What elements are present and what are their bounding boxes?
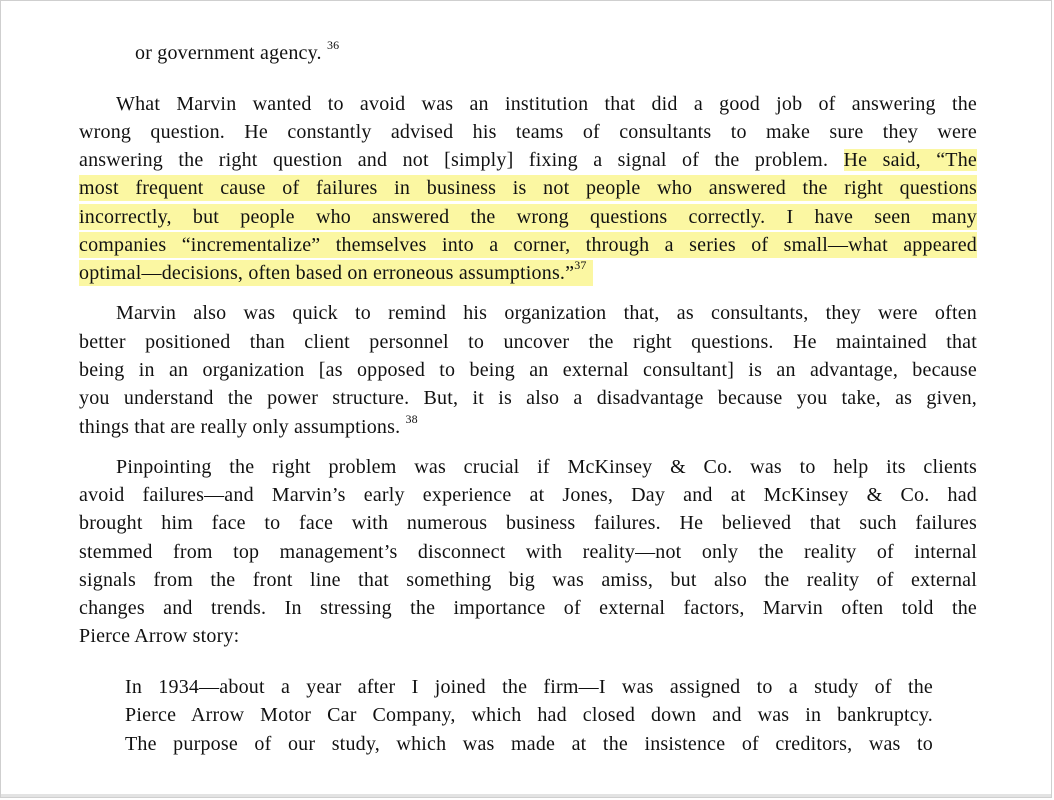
quote-line2: Pierce Arrow Motor Car Company, which had closed down and was in bankruptcy.	[125, 704, 933, 726]
para1-line3-plain: answering the right question and not [simply] fixing a signal of the problem.	[79, 149, 844, 171]
page-bottom-edge	[1, 794, 1051, 797]
para2-line5-text: things that are really only assumptions.	[79, 416, 401, 438]
para1-line2: wrong question. He constantly advised his teams of consultants to make sure they were	[79, 121, 977, 143]
para1-line6-highlighted: companies “incrementalize” themselves into a corner, through a series of small—what appeared	[79, 234, 977, 256]
para2-line4: you understand the power structure. But, it is also a disadvantage because you take, as given,	[79, 387, 977, 409]
footnote-ref-37: 37	[574, 258, 587, 273]
para3-line1: Pinpointing the right problem was crucial if McKinsey & Co. was to help its clients	[116, 456, 977, 478]
para3-line5: signals from the front line that something big was amiss, but also the reality of external	[79, 569, 977, 591]
para1-line1: What Marvin wanted to avoid was an institution that did a good job of answering the	[116, 93, 977, 115]
para2-line1: Marvin also was quick to remind his organization that, as consultants, they were often	[116, 302, 977, 324]
quote-line1: In 1934—about a year after I joined the firm—I was assigned to a study of the	[125, 676, 933, 698]
para1-line7-text: optimal—decisions, often based on erroneous assumptions.”	[79, 262, 575, 284]
footnote-ref-36: 36	[326, 38, 340, 53]
highlighted-text-start: He said, “The	[843, 149, 978, 171]
para1-line5-highlighted: incorrectly, but people who answered the wrong questions correctly. I have seen many	[79, 206, 977, 228]
para2-line3: being in an organization [as opposed to being an external consultant] is an advantage, because	[79, 359, 977, 381]
para3-line4: stemmed from top management’s disconnect with reality—not only the reality of internal	[79, 541, 977, 563]
quote-line3: The purpose of our study, which was made at the insistence of creditors, was to	[125, 733, 933, 755]
para2-line5	[79, 414, 418, 440]
carryover-line	[135, 40, 339, 66]
para1-line3	[79, 147, 977, 173]
para3-line3: brought him face to face with numerous business failures. He believed that such failures	[79, 512, 977, 534]
para1-line7-highlighted	[79, 260, 593, 286]
para3-line7: Pierce Arrow story:	[79, 625, 240, 647]
para3-line2: avoid failures—and Marvin’s early experience at Jones, Day and at McKinsey & Co. had	[79, 484, 977, 506]
para2-line2: better positioned than client personnel to uncover the right questions. He maintained that	[79, 331, 977, 353]
carryover-text: or government agency.	[135, 42, 322, 64]
para3-line6: changes and trends. In stressing the importance of external factors, Marvin often told the	[79, 597, 977, 619]
footnote-ref-38: 38	[405, 412, 418, 427]
para1-line4-highlighted: most frequent cause of failures in business is not people who answered the right questions	[79, 177, 977, 199]
